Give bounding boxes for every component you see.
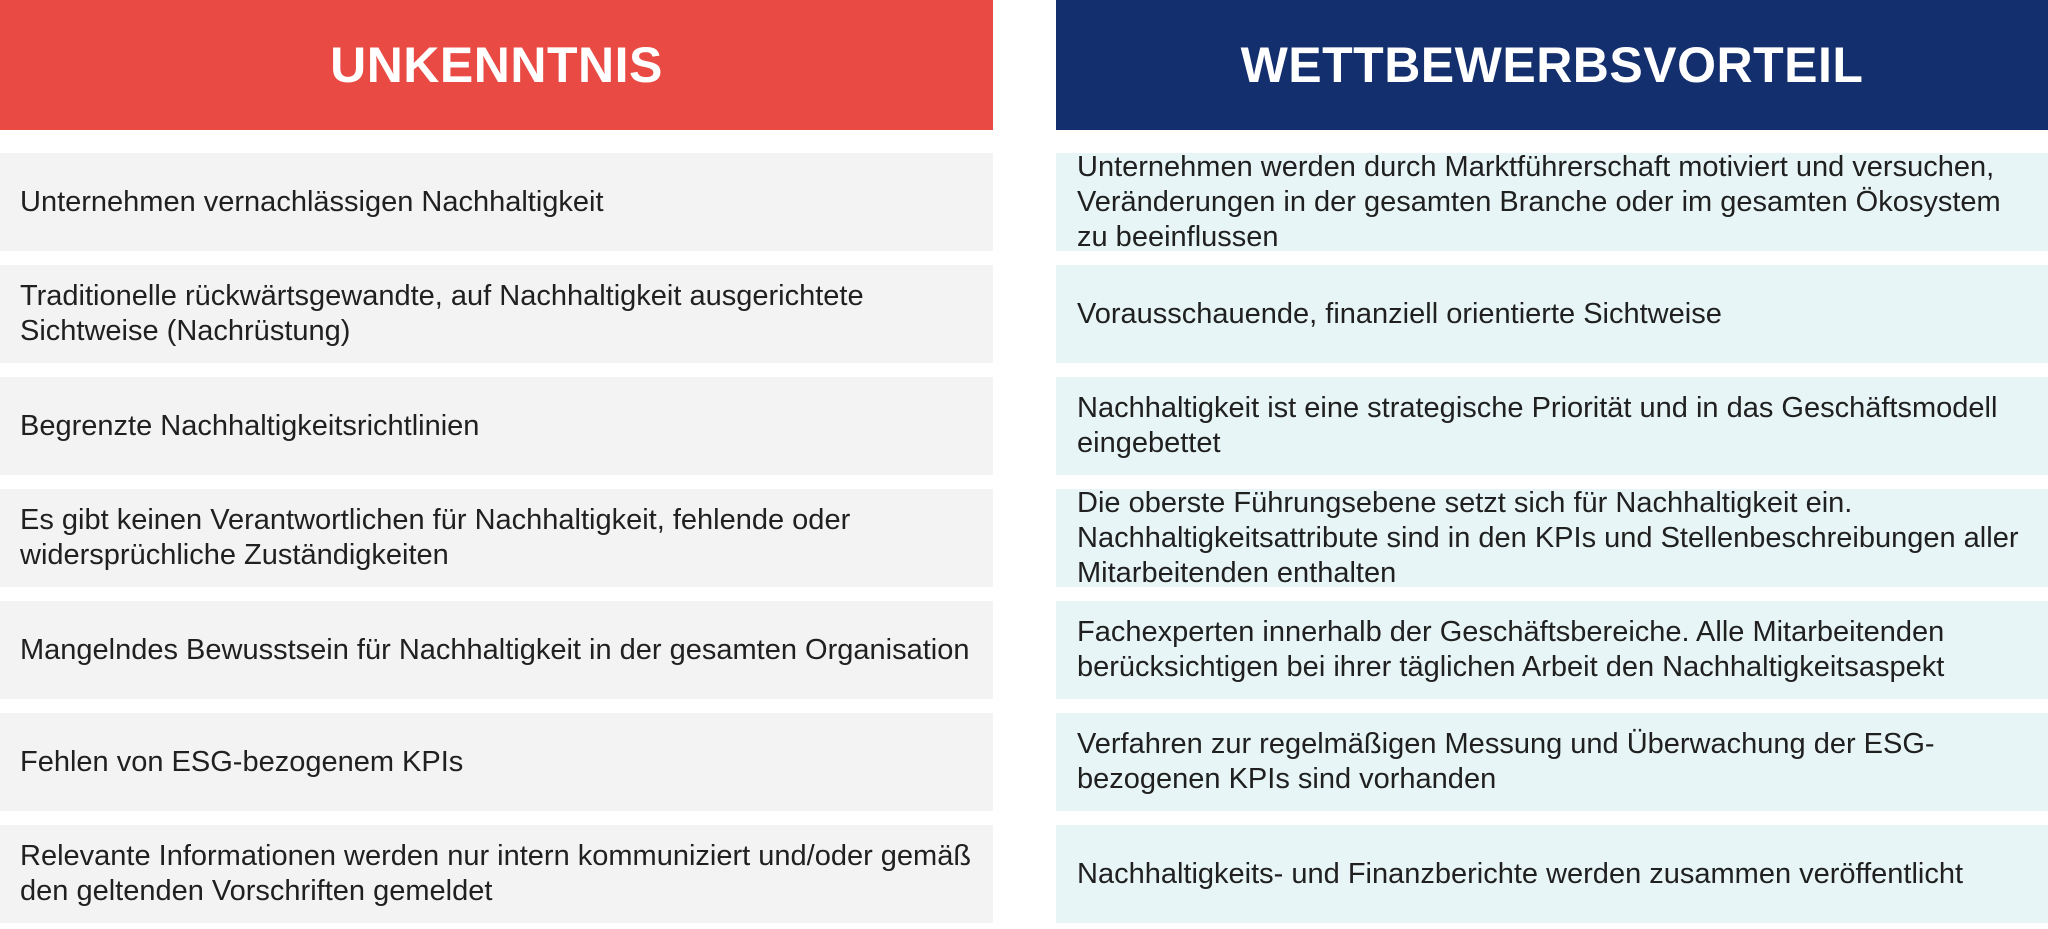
wettbewerbsvorteil-row-1: Unternehmen werden durch Marktführerschaft motiviert und versuchen, Veränderungen in der gesamten Branche oder im gesamten Ökosystem zu beeinflussen — [1056, 153, 2048, 251]
wettbewerbsvorteil-row-2: Vorausschauende, finanziell orientierte Sichtweise — [1056, 265, 2048, 363]
unkenntnis-column — [0, 0, 993, 907]
unkenntnis-row-7: Relevante Informationen werden nur intern kommuniziert und/oder gemäß den geltenden Vorschriften gemeldet — [0, 825, 993, 923]
wettbewerbsvorteil-row-3: Nachhaltigkeit ist eine strategische Priorität und in das Geschäftsmodell eingebettet — [1056, 377, 2048, 475]
wettbewerbsvorteil-row-4: Die oberste Führungsebene setzt sich für Nachhaltigkeit ein. Nachhaltigkeitsattribute sind in den KPIs und Stellenbeschreibungen aller Mitarbeitenden enthalten — [1056, 489, 2048, 587]
wettbewerbsvorteil-row-6: Verfahren zur regelmäßigen Messung und Überwachung der ESG-bezogenen KPIs sind vorhanden — [1056, 713, 2048, 811]
wettbewerbsvorteil-column — [1056, 0, 2048, 890]
unkenntnis-row-2: Traditionelle rückwärtsgewandte, auf Nachhaltigkeit ausgerichtete Sichtweise (Nachrüstung) — [0, 265, 993, 363]
unkenntnis-header: UNKENNTNIS — [0, 0, 993, 130]
unkenntnis-row-4: Es gibt keinen Verantwortlichen für Nachhaltigkeit, fehlende oder widersprüchliche Zuständigkeiten — [0, 489, 993, 587]
unkenntnis-row-1: Unternehmen vernachlässigen Nachhaltigkeit — [0, 153, 993, 251]
wettbewerbsvorteil-row-5: Fachexperten innerhalb der Geschäftsbereiche. Alle Mitarbeitenden berücksichtigen bei ihrer täglichen Arbeit den Nachhaltigkeitsaspekt — [1056, 601, 2048, 699]
unkenntnis-row-3: Begrenzte Nachhaltigkeitsrichtlinien — [0, 377, 993, 475]
unkenntnis-row-6: Fehlen von ESG-bezogenem KPIs — [0, 713, 993, 811]
wettbewerbsvorteil-row-7: Nachhaltigkeits- und Finanzberichte werden zusammen veröffentlicht — [1056, 825, 2048, 923]
wettbewerbsvorteil-header: WETTBEWERBSVORTEIL — [1056, 0, 2048, 130]
unkenntnis-row-5: Mangelndes Bewusstsein für Nachhaltigkeit in der gesamten Organisation — [0, 601, 993, 699]
